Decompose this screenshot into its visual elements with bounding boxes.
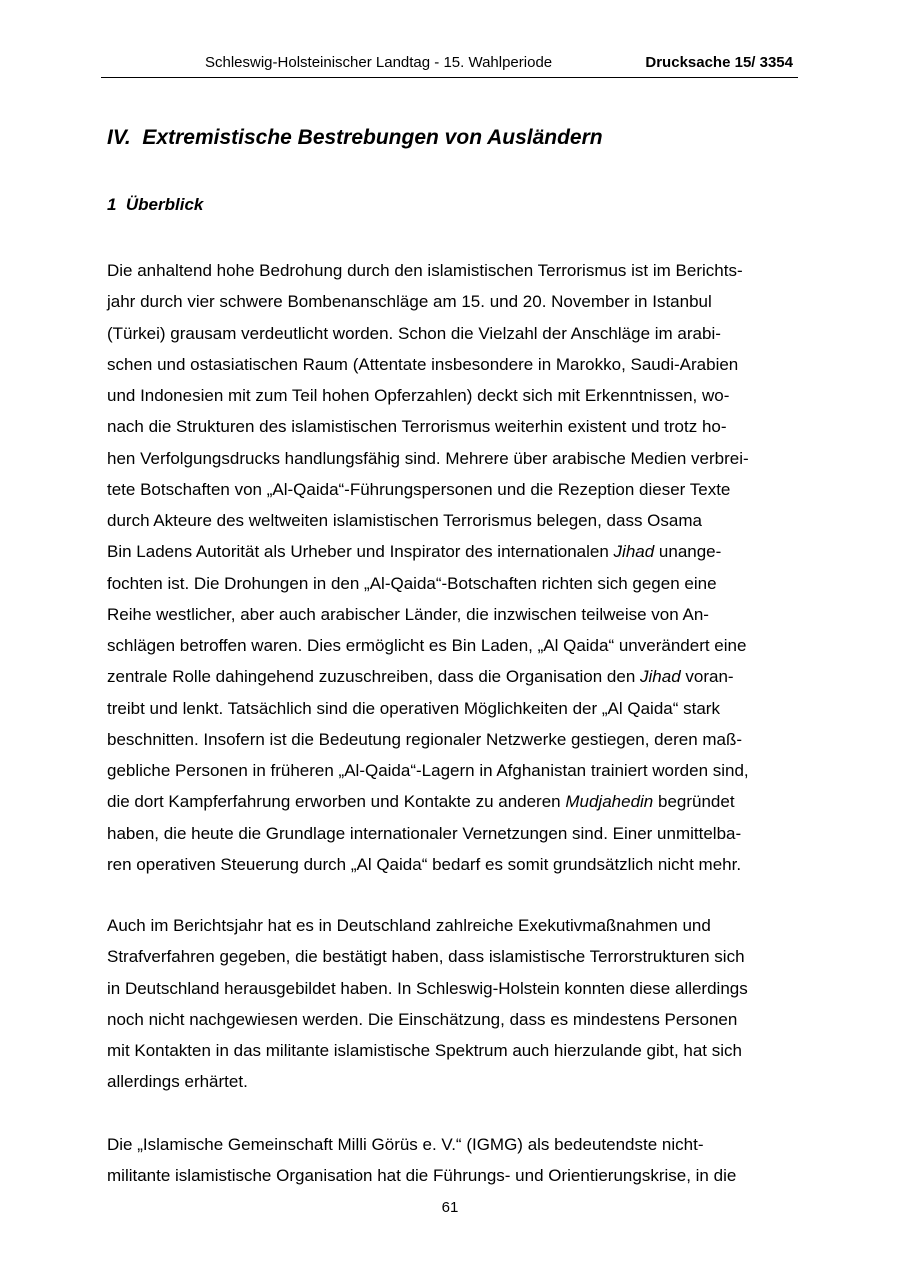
text-line: ren operativen Steuerung durch „Al Qaida“ bedarf es somit grundsätzlich nicht mehr. [107, 854, 742, 874]
text-line: Die anhaltend hohe Bedrohung durch den islamistischen Terrorismus ist im Berichts- [107, 261, 743, 280]
italic-term: Jihad [613, 542, 655, 562]
text-line: Auch im Berichtsjahr hat es in Deutschland zahlreiche Exekutivmaßnahmen und [107, 916, 711, 935]
text-line: fochten ist. Die Drohungen in den „Al-Qaida“-Botschaften richten sich gegen eine [107, 573, 717, 593]
text-line: allerdings erhärtet. [107, 1072, 248, 1092]
text-line: und Indonesien mit zum Teil hohen Opferzahlen) deckt sich mit Erkenntnissen, wo- [107, 386, 730, 405]
italic-term: Mudjahedin [565, 792, 654, 812]
text-line: durch Akteure des weltweiten islamistischen Terrorismus belegen, dass Osama [107, 511, 702, 530]
text-line: treibt und lenkt. Tatsächlich sind die operativen Möglichkeiten der „Al Qaida“ stark [107, 698, 720, 718]
paragraph-1 [107, 255, 807, 880]
text-segment: zentrale Rolle dahingehend zuzuschreiben, dass die Organisation den [107, 667, 641, 687]
text-segment: unange- [654, 542, 722, 562]
paragraph-2 [107, 910, 807, 1098]
text-line: tete Botschaften von „Al-Qaida“-Führungspersonen und die Rezeption dieser Texte [107, 479, 731, 499]
page-number: 61 [441, 1199, 459, 1216]
text-line [107, 786, 807, 817]
text-line: haben, die heute die Grundlage internationaler Vernetzungen sind. Einer unmittelba- [107, 823, 742, 843]
text-line: (Türkei) grausam verdeutlicht worden. Schon die Vielzahl der Anschläge im arabi- [107, 323, 721, 343]
paragraph-3 [107, 1129, 807, 1192]
text-line: schen und ostasiatischen Raum (Attentate insbesondere in Marokko, Saudi-Arabien [107, 354, 739, 374]
text-line: Strafverfahren gegeben, die bestätigt haben, dass islamistische Terrorstrukturen sich [107, 947, 745, 967]
text-line [107, 536, 807, 567]
text-line: mit Kontakten in das militante islamistische Spektrum auch hierzulande gibt, hat sich [107, 1041, 742, 1060]
header-document-number: Drucksache 15/ 3354 [645, 54, 793, 71]
section-title: IV. Extremistische Bestrebungen von Ausländern [107, 126, 603, 149]
text-line: jahr durch vier schwere Bombenanschläge am 15. und 20. November in Istanbul [107, 292, 712, 312]
text-segment: voran- [680, 667, 734, 687]
subsection-title: 1 Überblick [107, 195, 204, 214]
text-line: noch nicht nachgewiesen werden. Die Einschätzung, dass es mindestens Personen [107, 1009, 738, 1029]
text-line: Die „Islamische Gemeinschaft Milli Görüs e. V.“ (IGMG) als bedeutendste nicht- [107, 1135, 704, 1154]
italic-term: Jihad [640, 667, 681, 687]
text-line: nach die Strukturen des islamistischen Terrorismus weiterhin existent und trotz ho- [107, 417, 727, 437]
text-line [107, 661, 807, 692]
page-header [101, 52, 798, 78]
text-line: beschnitten. Insofern ist die Bedeutung regionaler Netzwerke gestiegen, deren maß- [107, 729, 743, 749]
text-segment: begründet [653, 792, 735, 812]
text-line: hen Verfolgungsdrucks handlungsfähig sind. Mehrere über arabische Medien verbrei- [107, 448, 749, 468]
text-segment: die dort Kampferfahrung erworben und Kontakte zu anderen [107, 792, 566, 812]
text-line: gebliche Personen in früheren „Al-Qaida“-Lagern in Afghanistan trainiert worden sind, [107, 761, 749, 780]
header-parliament: Schleswig-Holsteinischer Landtag - 15. Wahlperiode [205, 54, 553, 71]
text-line: militante islamistische Organisation hat die Führungs- und Orientierungskrise, in die [107, 1166, 737, 1186]
text-segment: Bin Ladens Autorität als Urheber und Inspirator des internationalen [107, 542, 614, 562]
text-line: Reihe westlicher, aber auch arabischer Länder, die inzwischen teilweise von An- [107, 604, 709, 624]
text-line: in Deutschland herausgebildet haben. In Schleswig-Holstein konnten diese allerdings [107, 978, 748, 998]
text-line: schlägen betroffen waren. Dies ermöglicht es Bin Laden, „Al Qaida“ unverändert eine [107, 636, 747, 655]
